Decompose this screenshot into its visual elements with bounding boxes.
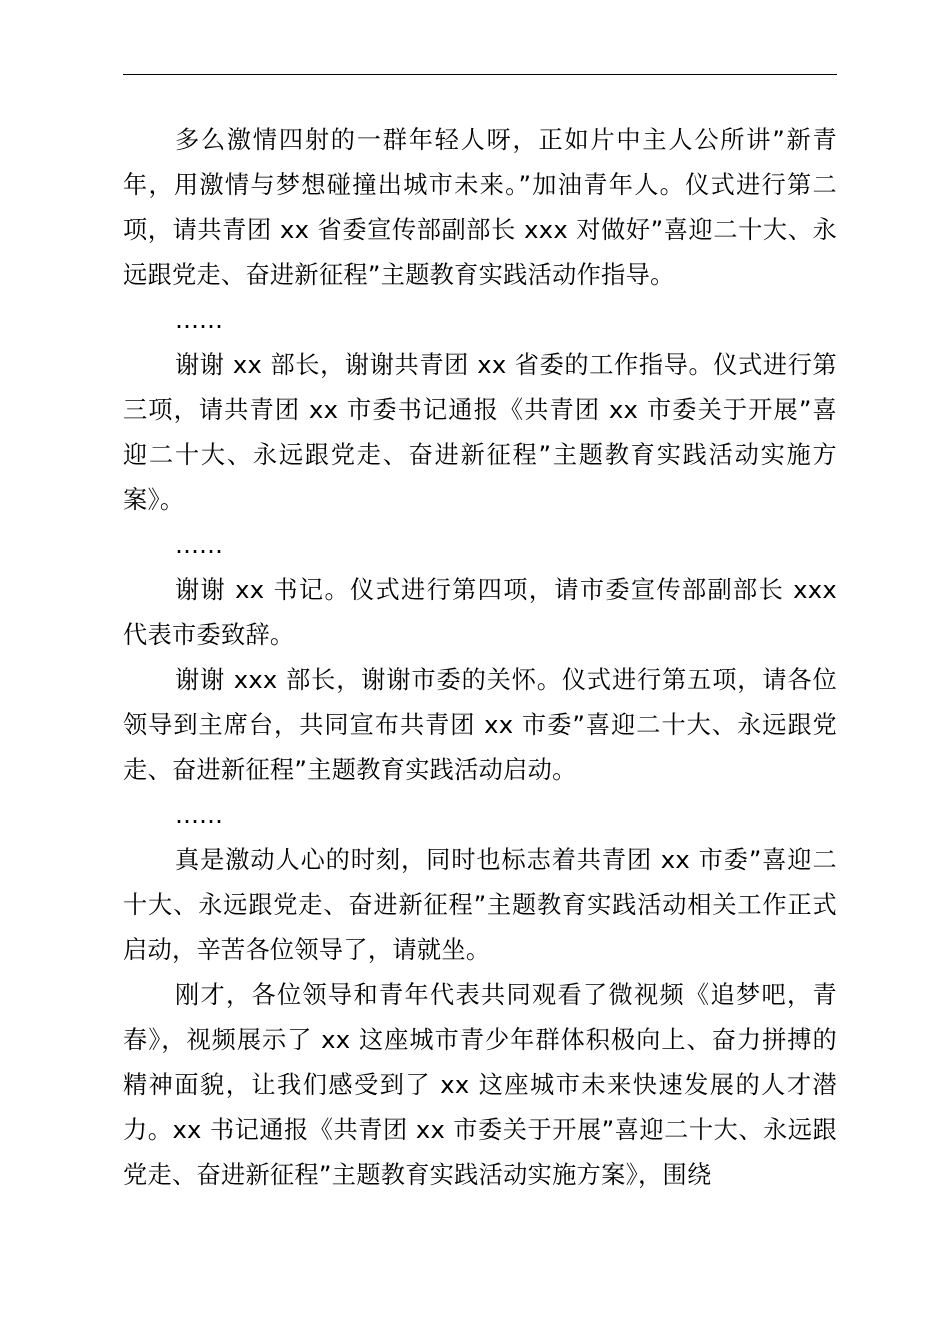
ellipsis-line: …… <box>175 306 223 334</box>
header-rule <box>123 74 837 75</box>
paragraph: 谢谢 xx 书记。仪式进行第四项，请市委宣传部副部长 xxx 代表市委致辞。 <box>123 576 837 649</box>
paragraph: 真是激动人心的时刻，同时也标志着共青团 xx 市委”喜迎二十大、永远跟党走、奋进新征程”主题教育实践活动相关工作正式启动，辛苦各位领导了，请就坐。 <box>123 846 837 964</box>
paragraph: 谢谢 xx 部长，谢谢共青团 xx 省委的工作指导。仪式进行第三项，请共青团 xx 市委书记通报《共青团 xx 市委关于开展”喜迎二十大、永远跟党走、奋进新征程”主题教育实践活动实施方案》。 <box>123 351 837 514</box>
paragraph: 多么激情四射的一群年轻人呀，正如片中主人公所讲”新青年，用激情与梦想碰撞出城市未来。”加油青年人。仪式进行第二项，请共青团 xx 省委宣传部副部长 xxx 对做好”喜迎二十大、永远跟党走、奋进新征程”主题教育实践活动作指导。 <box>123 126 837 289</box>
paragraph: 刚才，各位领导和青年代表共同观看了微视频《追梦吧，青春》，视频展示了 xx 这座城市青少年群体积极向上、奋力拼搏的精神面貌，让我们感受到了 xx 这座城市未来快速发展的人才潜力。xx 书记通报《共青团 xx 市委关于开展”喜迎二十大、永远跟党走、奋进新征程”主题教育实践活动实施方案》，围绕 <box>123 981 837 1189</box>
ellipsis-line: …… <box>175 531 223 559</box>
paragraph: 谢谢 xxx 部长，谢谢市委的关怀。仪式进行第五项，请各位领导到主席台，共同宣布共青团 xx 市委”喜迎二十大、永远跟党走、奋进新征程”主题教育实践活动启动。 <box>123 666 837 784</box>
ellipsis-line: …… <box>175 801 223 829</box>
document-body <box>123 118 837 1198</box>
